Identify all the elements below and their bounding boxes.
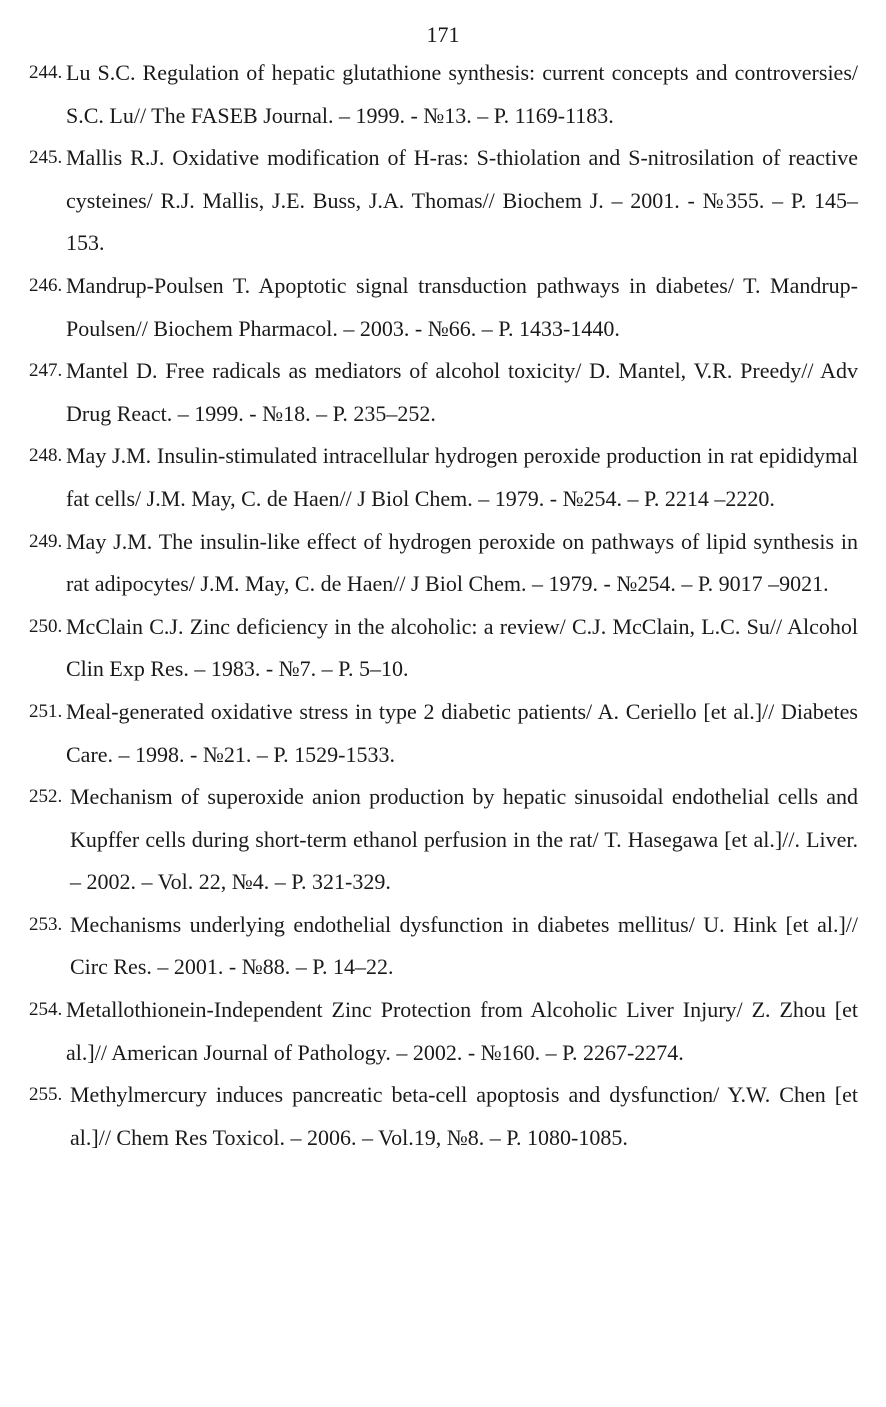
- reference-number: 254.: [29, 999, 63, 1021]
- reference-item: [29, 521, 858, 606]
- reference-number: 255.: [29, 1084, 63, 1106]
- reference-item: [29, 606, 858, 691]
- reference-text: Mantel D. Free radicals as mediators of alcohol toxicity/ D. Mantel, V.R. Preedy// Adv Drug React. – 1999. - №18. – P. 235–252.: [66, 358, 858, 426]
- reference-item: [29, 52, 858, 137]
- reference-text: Mallis R.J. Oxidative modification of H-ras: S-thiolation and S-nitrosilation of reactive cysteines/ R.J. Mallis, J.E. Buss, J.A. Thomas// Biochem J. – 2001. - №355. – P. 145–153.: [66, 145, 858, 256]
- reference-item: [29, 691, 858, 776]
- reference-number: 244.: [29, 62, 63, 83]
- reference-text: May J.M. Insulin-stimulated intracellular hydrogen peroxide production in rat epididymal fat cells/ J.M. May, C. de Haen// J Biol Chem. – 1979. - №254. – P. 2214 –2220.: [66, 443, 858, 511]
- reference-number: 248.: [29, 445, 63, 467]
- reference-item: [29, 904, 858, 989]
- reference-list: [29, 52, 858, 1159]
- reference-text: Mandrup-Poulsen T. Apoptotic signal transduction pathways in diabetes/ T. Mandrup-Poulsen// Biochem Pharmacol. – 2003. - №66. – P. 1433-1440.: [66, 272, 858, 341]
- reference-item: [29, 350, 858, 435]
- reference-item: [29, 137, 858, 265]
- reference-item: [29, 435, 858, 520]
- reference-text: Meal-generated oxidative stress in type 2 diabetic patients/ A. Ceriello [et al.]// Diabetes Care. – 1998. - №21. – P. 1529-1533.: [66, 698, 858, 767]
- reference-number: 250.: [29, 615, 63, 637]
- reference-number: 251.: [29, 700, 63, 722]
- reference-text: Mechanisms underlying endothelial dysfunction in diabetes mellitus/ U. Hink [et al.]// Circ Res. – 2001. - №88. – P. 14–22.: [70, 911, 858, 980]
- reference-text: Metallothionein-Independent Zinc Protection from Alcoholic Liver Injury/ Z. Zhou [et al.]// American Journal of Pathology. – 2002. - №160. – P. 2267-2274.: [66, 997, 858, 1065]
- reference-text: Mechanism of superoxide anion production by hepatic sinusoidal endothelial cells and Kupffer cells during short-term ethanol perfusion in the rat/ T. Hasegawa [et al.]//. Liver. – 2002. – Vol. 22, №4. – P. 321-329.: [70, 784, 858, 895]
- reference-number: 253.: [29, 913, 63, 935]
- reference-number: 246.: [29, 274, 63, 296]
- reference-item: [29, 989, 858, 1074]
- page-number: 171: [426, 22, 460, 47]
- reference-text: Lu S.C. Regulation of hepatic glutathione synthesis: current concepts and controversies/ S.C. Lu// The FASEB Journal. – 1999. - №13. – P. 1169-1183.: [66, 60, 858, 128]
- reference-text: Methylmercury induces pancreatic beta-cell apoptosis and dysfunction/ Y.W. Chen [et al.]// Chem Res Toxicol. – 2006. – Vol.19, №8. – P. 1080-1085.: [70, 1082, 858, 1150]
- reference-item: [29, 1074, 858, 1159]
- reference-item: [29, 776, 858, 904]
- reference-number: 252.: [29, 786, 63, 808]
- reference-number: 245.: [29, 147, 63, 169]
- reference-text: McClain C.J. Zinc deficiency in the alcoholic: a review/ C.J. McClain, L.C. Su// Alcohol Clin Exp Res. – 1983. - №7. – P. 5–10.: [66, 613, 858, 682]
- reference-item: [29, 265, 858, 350]
- reference-text: May J.M. The insulin-like effect of hydrogen peroxide on pathways of lipid synthesis in rat adipocytes/ J.M. May, C. de Haen// J Biol Chem. – 1979. - №254. – P. 9017 –9021.: [66, 528, 858, 597]
- reference-number: 247.: [29, 360, 63, 382]
- reference-number: 249.: [29, 530, 63, 552]
